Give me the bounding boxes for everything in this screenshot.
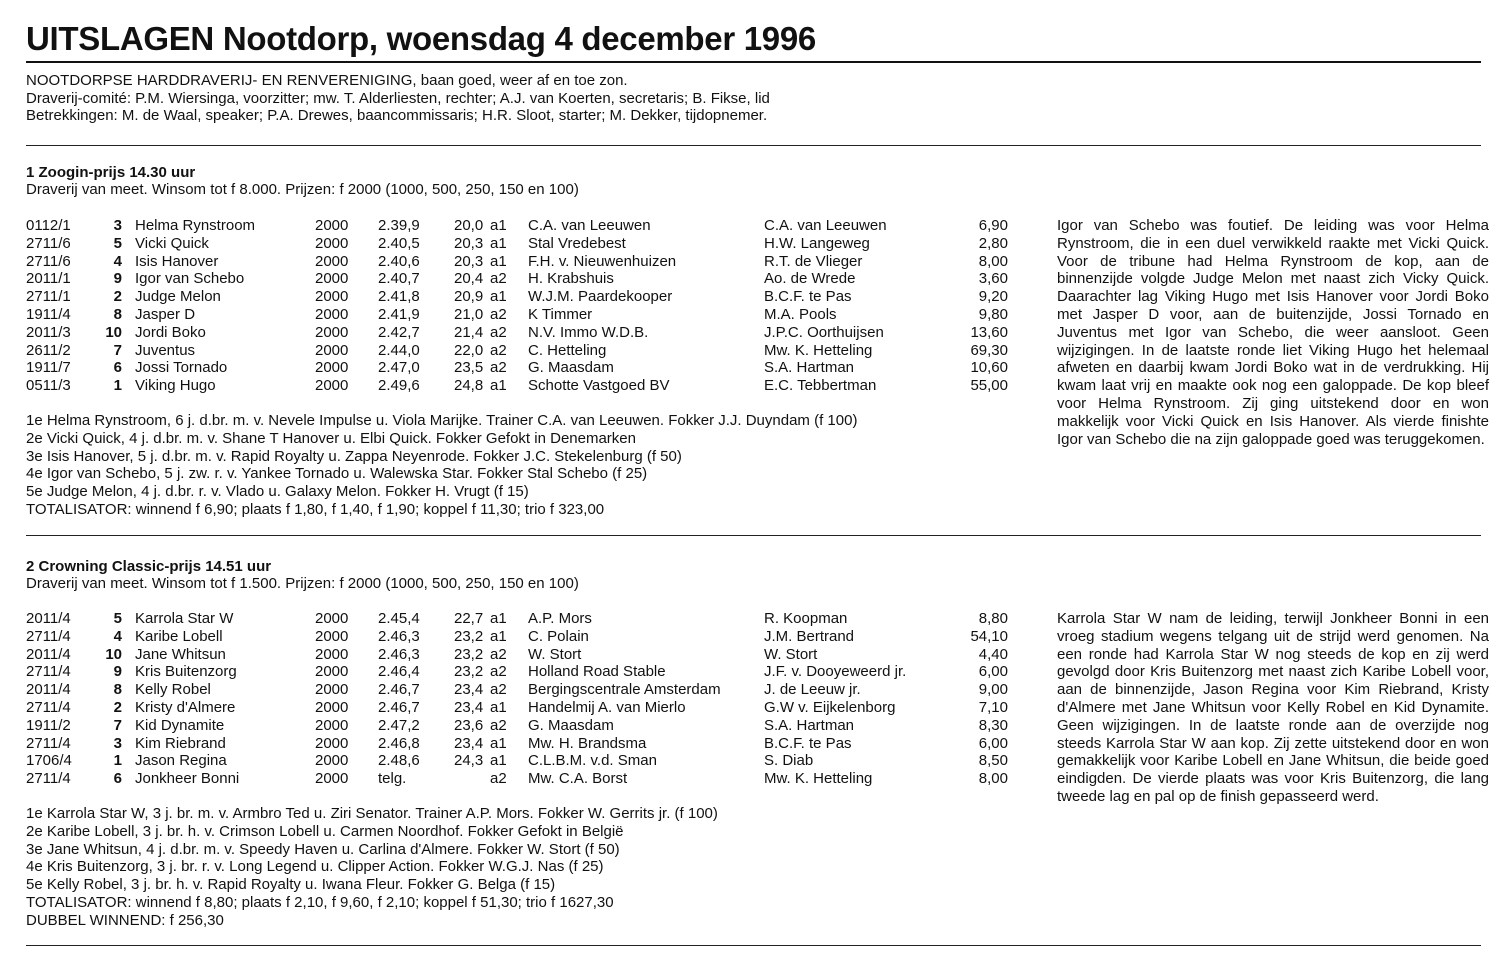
result-driver: Mw. K. Hetteling <box>764 341 873 359</box>
result-class: a1 <box>490 288 507 306</box>
result-owner: H. Krabshuis <box>528 270 614 288</box>
result-owner: Mw. C.A. Borst <box>528 770 628 788</box>
result-odds: 10,60 <box>970 359 1008 377</box>
result-number: 10 <box>105 645 122 663</box>
result-horse: Jane Whitsun <box>135 645 226 663</box>
result-time: 2.40,7 <box>378 270 420 288</box>
result-driver: G.W v. Eijkelenborg <box>764 698 896 716</box>
race-2-notes <box>26 805 986 930</box>
result-odds: 8,30 <box>978 716 1008 734</box>
result-km-time: 22,7 <box>454 610 484 627</box>
result-time: 2.46,3 <box>378 645 420 663</box>
result-number: 8 <box>113 681 122 699</box>
result-horse: Kristy d'Almere <box>135 698 236 716</box>
result-driver: B.C.F. te Pas <box>764 288 852 306</box>
race-1-notes <box>26 412 986 519</box>
result-driver: J. de Leeuw jr. <box>764 681 861 699</box>
result-date: 2711/4 <box>26 663 71 681</box>
result-distance: 2000 <box>315 645 349 663</box>
intro-line-officials: Betrekkingen: M. de Waal, speaker; P.A. Drewes, baancommissaris; H.R. Sloot, starter; M. Dekker, tijdopnemer. <box>26 107 768 124</box>
result-number: 3 <box>113 217 122 234</box>
result-odds: 54,10 <box>970 627 1008 645</box>
placing-note: 3e Isis Hanover, 5 j. d.br. m. v. Rapid Royalty u. Zappa Neyenrode. Fokker J.C. Stekelenburg (f 50) <box>26 447 682 465</box>
result-km-time: 24,8 <box>454 377 484 395</box>
result-horse: Juventus <box>135 341 196 359</box>
result-horse: Judge Melon <box>135 288 221 306</box>
result-row <box>26 610 1026 628</box>
result-odds: 4,40 <box>978 645 1008 663</box>
result-row <box>26 217 1026 235</box>
result-class: a1 <box>490 698 507 716</box>
result-horse: Kelly Robel <box>135 681 211 699</box>
result-distance: 2000 <box>315 252 349 270</box>
result-driver: E.C. Tebbertman <box>764 377 877 395</box>
result-number: 10 <box>105 323 122 341</box>
result-odds: 2,80 <box>978 234 1008 252</box>
result-date: 2011/1 <box>26 270 71 288</box>
result-class: a2 <box>490 305 507 323</box>
totalisator-line: TOTALISATOR: winnend f 6,90; plaats f 1,80, f 1,40, f 1,90; koppel f 11,30; trio f 323,00 <box>26 500 605 518</box>
placing-note: 1e Helma Rynstroom, 6 j. d.br. m. v. Nevele Impulse u. Viola Marijke. Trainer C.A. van Leeuwen. Fokker J.J. Duyndam (f 100) <box>26 412 858 429</box>
result-distance: 2000 <box>315 627 349 645</box>
result-horse: Karrola Star W <box>135 610 234 627</box>
result-km-time: 23,2 <box>454 663 484 681</box>
result-number: 4 <box>113 252 122 270</box>
result-driver: J.F. v. Dooyeweerd jr. <box>764 663 907 681</box>
result-horse: Karibe Lobell <box>135 627 223 645</box>
result-km-time: 23,2 <box>454 627 484 645</box>
result-driver: S.A. Hartman <box>764 359 855 377</box>
race-1-results-table <box>26 217 1026 395</box>
result-number: 7 <box>113 716 122 734</box>
intro-block <box>26 72 770 125</box>
result-odds: 8,00 <box>978 252 1008 270</box>
result-distance: 2000 <box>315 681 349 699</box>
result-owner: G. Maasdam <box>528 359 614 377</box>
placing-note: 5e Judge Melon, 4 j. d.br. r. v. Vlado u. Galaxy Melon. Fokker H. Vrugt (f 15) <box>26 483 529 501</box>
result-horse: Jason Regina <box>135 752 227 770</box>
placing-note: 5e Kelly Robel, 3 j. br. h. v. Rapid Royalty u. Iwana Fleur. Fokker G. Belga (f 15) <box>26 876 556 894</box>
result-class: a2 <box>490 359 507 377</box>
result-distance: 2000 <box>315 270 349 288</box>
result-class: a1 <box>490 217 507 234</box>
result-km-time: 23,4 <box>454 734 484 752</box>
placing-note: 2e Vicki Quick, 4 j. d.br. m. v. Shane T Hanover u. Elbi Quick. Fokker Gefokt in Denemarken <box>26 429 636 447</box>
result-row <box>26 288 1026 306</box>
result-driver: R. Koopman <box>764 610 848 627</box>
result-date: 0112/1 <box>26 217 71 234</box>
result-number: 5 <box>113 610 122 627</box>
race-2-title: 2 Crowning Classic-prijs 14.51 uur <box>26 558 272 575</box>
result-date: 2711/4 <box>26 698 71 716</box>
result-time: 2.47,2 <box>378 716 420 734</box>
result-driver: R.T. de Vlieger <box>764 252 863 270</box>
result-driver: S. Diab <box>764 752 814 770</box>
result-row <box>26 235 1026 253</box>
result-date: 2711/4 <box>26 627 71 645</box>
placing-note: 4e Kris Buitenzorg, 3 j. br. r. v. Long Legend u. Clipper Action. Fokker W.G.J. Nas (f 25) <box>26 858 604 876</box>
result-date: 2711/4 <box>26 734 71 752</box>
result-owner: W.J.M. Paardekooper <box>528 288 673 306</box>
result-number: 1 <box>113 752 122 770</box>
result-distance: 2000 <box>315 323 349 341</box>
result-driver: Ao. de Wrede <box>764 270 856 288</box>
result-row <box>26 377 1026 395</box>
result-class: a1 <box>490 377 507 395</box>
result-owner: G. Maasdam <box>528 716 614 734</box>
result-owner: Stal Vredebest <box>528 234 626 252</box>
result-class: a1 <box>490 627 507 645</box>
result-odds: 3,60 <box>978 270 1008 288</box>
result-time: 2.46,4 <box>378 663 420 681</box>
result-odds: 9,20 <box>978 288 1008 306</box>
result-owner: W. Stort <box>528 645 582 663</box>
result-horse: Kim Riebrand <box>135 734 226 752</box>
result-date: 2711/1 <box>26 288 71 306</box>
result-km-time: 23,4 <box>454 698 484 716</box>
result-odds: 6,90 <box>978 217 1008 234</box>
result-row <box>26 342 1026 360</box>
result-date: 2011/4 <box>26 645 71 663</box>
result-owner: Holland Road Stable <box>528 663 666 681</box>
result-date: 2011/3 <box>26 323 71 341</box>
result-driver: Mw. K. Hetteling <box>764 770 873 788</box>
race-2-report: Karrola Star W nam de leiding, terwijl Jonkheer Bonni in een vroeg stadium wegens telgang uit de strijd werd genomen. Na een ronde had Karrola Star W nog steeds de kop en zij werd gevolgd door Kris Buitenzorg met naast zich Karibe Lobell voor, aan de binnenzijde, Jason Regina voor Kim Riebrand, Kristy d'Almere met Jane Whitsun voor Kelly Robel en Kid Dynamite. Geen wijzigingen. In de laatste ronde aan de overzijde nog steeds Karrola Star W aan kop. Zij zette uitstekend door en won gemakkelijk voor Karibe Lobell en Jane Whitsun, die beide goed eindigden. De vierde plaats was voor Kris Buitenzorg, die lang tweede lag en pal op de finish gepasseerd werd. <box>1057 610 1489 805</box>
result-km-time: 21,4 <box>454 323 484 341</box>
result-date: 2711/4 <box>26 770 71 788</box>
result-number: 9 <box>113 663 122 681</box>
intro-line-association: NOOTDORPSE HARDDRAVERIJ- EN RENVERENIGING, baan goed, weer af en toe zon. <box>26 72 628 89</box>
result-row <box>26 735 1026 753</box>
dubbel-winnend-line: DUBBEL WINNEND: f 256,30 <box>26 911 224 929</box>
result-horse: Isis Hanover <box>135 252 219 270</box>
result-distance: 2000 <box>315 377 349 395</box>
result-number: 4 <box>113 627 122 645</box>
result-driver: S.A. Hartman <box>764 716 855 734</box>
result-time: 2.48,6 <box>378 752 420 770</box>
result-number: 6 <box>113 359 122 377</box>
result-number: 2 <box>113 288 122 306</box>
result-date: 2711/6 <box>26 234 71 252</box>
race-2 <box>26 558 1489 929</box>
result-distance: 2000 <box>315 234 349 252</box>
result-driver: W. Stort <box>764 645 818 663</box>
result-odds: 6,00 <box>978 734 1008 752</box>
result-number: 8 <box>113 305 122 323</box>
result-odds: 13,60 <box>970 323 1008 341</box>
result-distance: 2000 <box>315 770 349 788</box>
result-km-time: 20,0 <box>454 217 484 234</box>
result-owner: A.P. Mors <box>528 610 592 627</box>
result-row <box>26 324 1026 342</box>
result-horse: Jonkheer Bonni <box>135 770 240 788</box>
result-number: 1 <box>113 377 122 395</box>
result-km-time: 21,0 <box>454 305 484 323</box>
placing-note: 2e Karibe Lobell, 3 j. br. h. v. Crimson Lobell u. Carmen Noordhof. Fokker Gefokt in België <box>26 822 624 840</box>
result-distance: 2000 <box>315 610 349 627</box>
race-2-conditions: Draverij van meet. Winsom tot f 1.500. Prijzen: f 2000 (1000, 500, 250, 150 en 100) <box>26 575 579 592</box>
result-time: 2.46,3 <box>378 627 420 645</box>
result-row <box>26 752 1026 770</box>
placing-note: 4e Igor van Schebo, 5 j. zw. r. v. Yankee Tornado u. Walewska Star. Fokker Stal Schebo (f 25) <box>26 465 648 483</box>
result-odds: 55,00 <box>970 377 1008 395</box>
result-class: a1 <box>490 752 507 770</box>
result-owner: C.A. van Leeuwen <box>528 217 651 234</box>
result-distance: 2000 <box>315 752 349 770</box>
section-rule <box>26 145 1481 146</box>
result-km-time: 23,2 <box>454 645 484 663</box>
result-row <box>26 717 1026 735</box>
result-date: 1911/4 <box>26 305 71 323</box>
result-driver: H.W. Langeweg <box>764 234 870 252</box>
result-date: 2611/2 <box>26 341 71 359</box>
result-time: 2.39,9 <box>378 217 420 234</box>
result-row <box>26 770 1026 788</box>
result-class: a1 <box>490 610 507 627</box>
result-time: 2.42,7 <box>378 323 420 341</box>
result-odds: 69,30 <box>970 341 1008 359</box>
result-number: 9 <box>113 270 122 288</box>
result-horse: Jossi Tornado <box>135 359 228 377</box>
result-date: 2711/6 <box>26 252 71 270</box>
result-odds: 9,80 <box>978 305 1008 323</box>
result-km-time: 20,3 <box>454 234 484 252</box>
section-rule <box>26 535 1481 536</box>
result-km-time: 20,9 <box>454 288 484 306</box>
result-row <box>26 270 1026 288</box>
result-km-time: 24,3 <box>454 752 484 770</box>
result-horse: Helma Rynstroom <box>135 217 256 234</box>
intro-line-committee: Draverij-comité: P.M. Wiersinga, voorzitter; mw. T. Alderliesten, rechter; A.J. van Koerten, secretaris; B. Fikse, lid <box>26 89 770 107</box>
result-owner: K Timmer <box>528 305 593 323</box>
result-owner: F.H. v. Nieuwenhuizen <box>528 252 677 270</box>
placing-note: 3e Jane Whitsun, 4 j. d.br. m. v. Speedy Haven u. Carlina d'Almere. Fokker W. Stort (f 50) <box>26 840 620 858</box>
result-odds: 7,10 <box>978 698 1008 716</box>
result-owner: C.L.B.M. v.d. Sman <box>528 752 657 770</box>
result-horse: Igor van Schebo <box>135 270 245 288</box>
result-distance: 2000 <box>315 359 349 377</box>
result-horse: Kid Dynamite <box>135 716 225 734</box>
result-km-time: 20,4 <box>454 270 484 288</box>
result-class: a2 <box>490 341 507 359</box>
result-distance: 2000 <box>315 698 349 716</box>
result-row <box>26 306 1026 324</box>
result-owner: N.V. Immo W.D.B. <box>528 323 649 341</box>
result-number: 2 <box>113 698 122 716</box>
result-horse: Jordi Boko <box>135 323 206 341</box>
result-distance: 2000 <box>315 734 349 752</box>
result-class: a1 <box>490 252 507 270</box>
result-date: 2011/4 <box>26 681 71 699</box>
result-row <box>26 646 1026 664</box>
result-distance: 2000 <box>315 305 349 323</box>
result-time: 2.46,7 <box>378 681 420 699</box>
result-km-time: 23,5 <box>454 359 484 377</box>
race-1-title: 1 Zoogin-prijs 14.30 uur <box>26 164 196 181</box>
result-owner: C. Hetteling <box>528 341 607 359</box>
result-owner: Bergingscentrale Amsterdam <box>528 681 721 699</box>
result-driver: B.C.F. te Pas <box>764 734 852 752</box>
result-km-time: 22,0 <box>454 341 484 359</box>
result-class: a2 <box>490 770 507 788</box>
result-odds: 8,80 <box>978 610 1008 627</box>
result-time: 2.45,4 <box>378 610 420 627</box>
result-class: a2 <box>490 645 507 663</box>
race-1-conditions: Draverij van meet. Winsom tot f 8.000. Prijzen: f 2000 (1000, 500, 250, 150 en 100) <box>26 181 579 198</box>
result-date: 1911/2 <box>26 716 71 734</box>
result-owner: Mw. H. Brandsma <box>528 734 647 752</box>
race-1-report: Igor van Schebo was foutief. De leiding was voor Helma Rynstroom, die in een duel verwikkeld raakte met Vicki Quick. Voor de tribune had Helma Rynstroom de kop, aan de binnenzijde volgde Judge Melon met naast zich Vicky Quick. Daarachter lag Viking Hugo met Isis Hanover voor Jordi Boko met Jasper D voor, aan de buitenzijde, Jossi Tornado en Juventus met Igor van Schebo, die weer aansloot. Geen wijzigingen. In de laatste ronde liet Viking Hugo het helemaal afweten en daarbij kwam Jordi Boko wat in de verdrukking. Hij kwam laat vrij en maakte ook nog een galoppade. De kop bleef voor Helma Rynstroom. Zij ging uitstekend door en won makkelijk voor Vicki Quick en Isis Hanover. Als vierde finishte Igor van Schebo die na zijn galoppade goed was teruggekomen. <box>1057 217 1489 448</box>
result-time: 2.44,0 <box>378 341 420 359</box>
result-row <box>26 663 1026 681</box>
result-time: 2.46,7 <box>378 698 420 716</box>
result-owner: Schotte Vastgoed BV <box>528 377 670 395</box>
result-number: 6 <box>113 770 122 788</box>
result-date: 2011/4 <box>26 610 71 627</box>
result-time: 2.41,8 <box>378 288 420 306</box>
result-time: 2.41,9 <box>378 305 420 323</box>
bottom-rule <box>26 945 1481 946</box>
result-time: 2.40,5 <box>378 234 420 252</box>
result-class: a1 <box>490 734 507 752</box>
result-distance: 2000 <box>315 288 349 306</box>
result-km-time: 20,3 <box>454 252 484 270</box>
result-time: telg. <box>378 770 407 788</box>
result-time: 2.40,6 <box>378 252 420 270</box>
result-class: a2 <box>490 663 507 681</box>
result-odds: 8,50 <box>978 752 1008 770</box>
result-owner: C. Polain <box>528 627 589 645</box>
result-class: a1 <box>490 234 507 252</box>
result-date: 1911/7 <box>26 359 71 377</box>
result-number: 5 <box>113 234 122 252</box>
result-driver: J.P.C. Oorthuijsen <box>764 323 884 341</box>
result-driver: J.M. Bertrand <box>764 627 855 645</box>
result-class: a2 <box>490 270 507 288</box>
placing-note: 1e Karrola Star W, 3 j. br. m. v. Armbro Ted u. Ziri Senator. Trainer A.P. Mors. Fokker W. Gerrits jr. (f 100) <box>26 805 718 822</box>
result-class: a2 <box>490 323 507 341</box>
result-odds: 6,00 <box>978 663 1008 681</box>
race-1 <box>26 164 1489 518</box>
result-row <box>26 359 1026 377</box>
title-rule <box>26 61 1481 63</box>
totalisator-line: TOTALISATOR: winnend f 8,80; plaats f 2,10, f 9,60, f 2,10; koppel f 51,30; trio f 1627,30 <box>26 893 614 911</box>
result-km-time: 23,6 <box>454 716 484 734</box>
result-date: 1706/4 <box>26 752 72 770</box>
result-distance: 2000 <box>315 217 349 234</box>
result-class: a2 <box>490 681 507 699</box>
result-date: 0511/3 <box>26 377 71 395</box>
result-number: 7 <box>113 341 122 359</box>
result-driver: M.A. Pools <box>764 305 837 323</box>
result-time: 2.49,6 <box>378 377 420 395</box>
result-odds: 9,00 <box>978 681 1008 699</box>
result-row <box>26 628 1026 646</box>
result-horse: Viking Hugo <box>135 377 216 395</box>
result-number: 3 <box>113 734 122 752</box>
result-time: 2.46,8 <box>378 734 420 752</box>
result-horse: Jasper D <box>135 305 196 323</box>
result-km-time: 23,4 <box>454 681 484 699</box>
result-class: a2 <box>490 716 507 734</box>
result-driver: C.A. van Leeuwen <box>764 217 887 234</box>
result-row <box>26 699 1026 717</box>
result-horse: Kris Buitenzorg <box>135 663 237 681</box>
result-row <box>26 253 1026 271</box>
result-horse: Vicki Quick <box>135 234 209 252</box>
page-title: UITSLAGEN Nootdorp, woensdag 4 december 1996 <box>26 20 816 57</box>
result-owner: Handelmij A. van Mierlo <box>528 698 686 716</box>
result-odds: 8,00 <box>978 770 1008 788</box>
race-2-results-table <box>26 610 1026 788</box>
result-row <box>26 681 1026 699</box>
result-distance: 2000 <box>315 341 349 359</box>
result-time: 2.47,0 <box>378 359 420 377</box>
result-distance: 2000 <box>315 716 349 734</box>
result-distance: 2000 <box>315 663 349 681</box>
